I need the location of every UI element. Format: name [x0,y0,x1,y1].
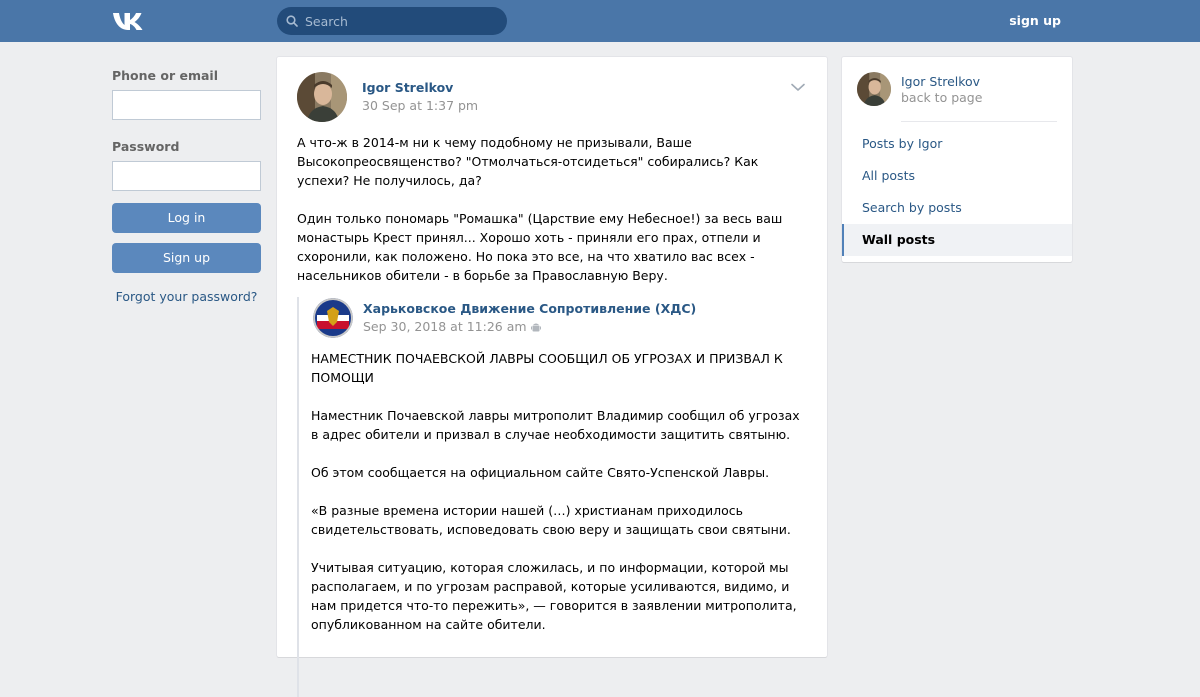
login-button[interactable]: Log in [112,203,261,233]
back-to-page-link[interactable]: back to page [901,90,983,105]
repost-date[interactable] [363,319,541,334]
repost-author-name[interactable]: Харьковское Движение Сопротивление (ХДС) [363,301,697,316]
chevron-down-icon[interactable] [791,83,805,92]
signup-button[interactable]: Sign up [112,243,261,273]
password-label: Password [112,139,180,154]
sidebar-name-link[interactable]: Igor Strelkov [901,74,981,89]
repost-paragraph: Наместник Почаевской лавры митрополит Владимир сообщил об угрозах в адрес обители и призвал в случае необходимости защитить святыню. [311,408,800,442]
sidebar-item-posts-by-igor[interactable]: Posts by Igor [862,136,943,151]
repost-paragraph: Об этом сообщается на официальном сайте Свято-Успенской Лавры. [311,465,770,480]
forgot-password-link[interactable]: Forgot your password? [115,289,258,304]
search-input[interactable] [305,7,500,35]
search-icon [286,15,298,27]
vk-logo[interactable] [112,10,146,32]
repost-date-text: Sep 30, 2018 at 11:26 am [363,319,527,334]
divider [901,121,1057,122]
phone-field[interactable] [112,90,261,120]
sidebar-avatar[interactable] [857,72,891,106]
repost-paragraph: «В разные времена истории нашей (…) христианам приходилось свидетельствовать, исповедовать свою веру и защищать свои святыни. [311,503,791,537]
author-avatar[interactable] [297,72,347,122]
repost-avatar[interactable] [313,298,353,338]
wall-sidebar [842,57,1072,262]
top-bar [0,0,1200,42]
repost [297,297,809,697]
repost-paragraph: НАМЕСТНИК ПОЧАЕВСКОЙ ЛАВРЫ СООБЩИЛ ОБ УГРОЗАХ И ПРИЗВАЛ К ПОМОЩИ [311,351,783,385]
post-author-name[interactable]: Igor Strelkov [362,80,454,95]
sidebar-item-wall-posts[interactable]: Wall posts [842,224,1072,256]
sidebar-item-all-posts[interactable]: All posts [862,168,915,183]
search-box[interactable] [277,7,507,35]
post-date[interactable]: 30 Sep at 1:37 pm [362,98,479,113]
post-paragraph: А что-ж в 2014-м ни к чему подобному не призывали, Ваше Высокопреосвященство? "Отмолчаться-отсидеться" собирались? Как успехи? Не получилось, да? [297,135,759,188]
post-paragraph: Один только пономарь "Ромашка" (Царствие ему Небесное!) за весь ваш монастырь Крест принял... Хорошо хоть - приняли его прах, отпели и схоронили, как положено. Но пока это все, на что хватило вас всех - насельников обители - в борьбе за Православную Веру. [297,211,783,283]
sidebar-item-search-by-posts[interactable]: Search by posts [862,200,962,215]
login-form [112,68,261,304]
sidebar-menu [842,128,1072,256]
post-text [297,133,807,304]
wall-post [277,57,827,657]
android-icon [531,322,541,333]
repost-text [311,349,801,653]
phone-label: Phone or email [112,68,218,83]
header-signup-link[interactable]: sign up [1009,13,1061,28]
password-field[interactable] [112,161,261,191]
repost-paragraph: Учитывая ситуацию, которая сложилась, и по информации, которой мы располагаем, и по угрозам расправой, которые усиливаются, видимо, и нам придется что-то пережить», — говорится в заявлении митрополита, опубликованном на сайте обители. [311,560,797,632]
